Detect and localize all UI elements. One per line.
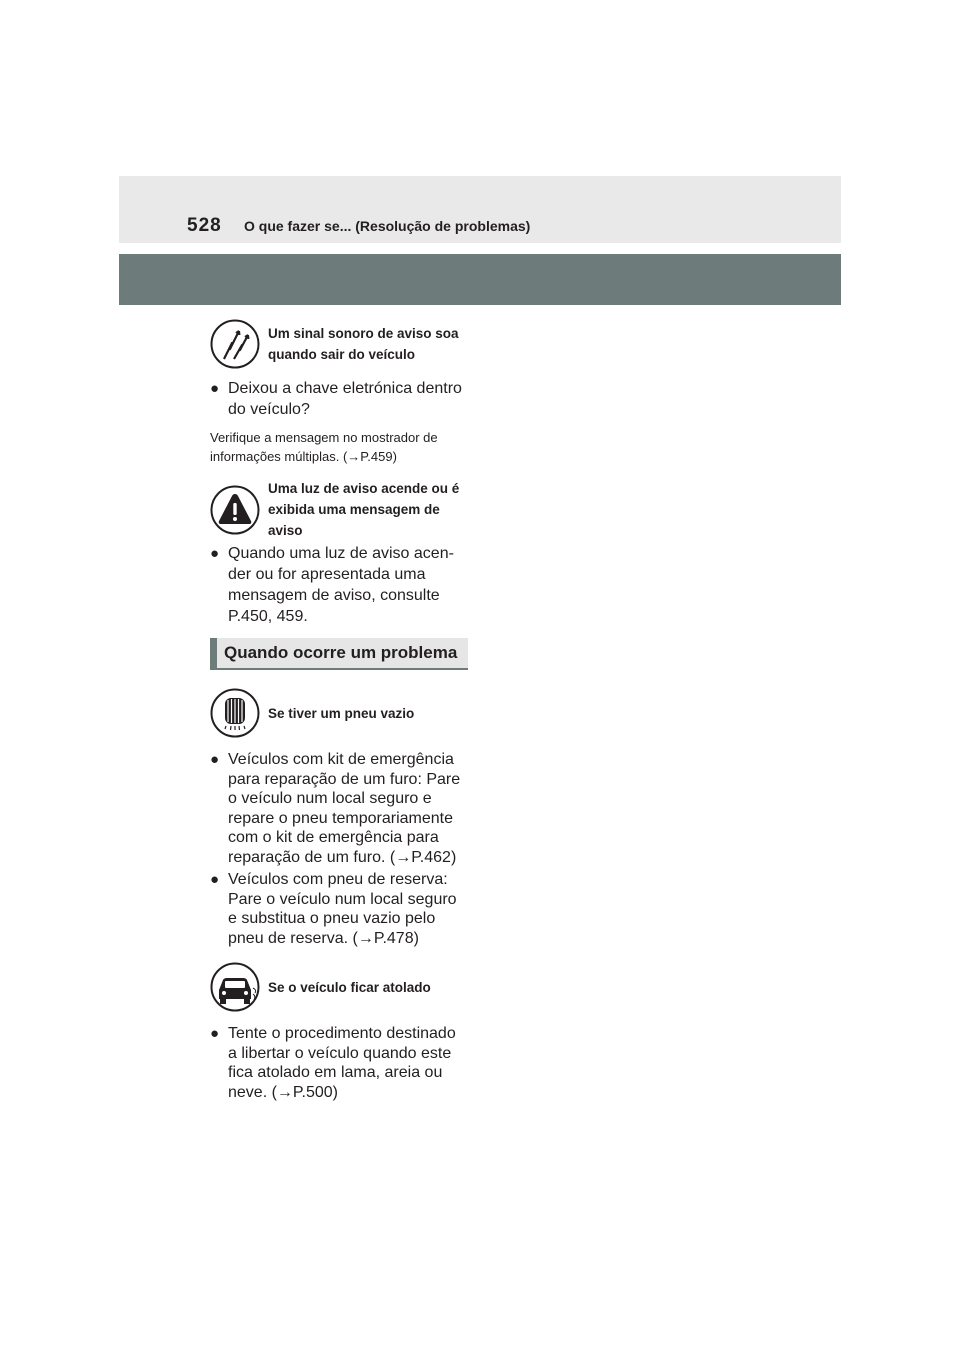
note-line: Verifique a mensagem no mostrador de: [210, 430, 438, 445]
bullet-line: e substitua o pneu vazio pelo: [228, 910, 436, 927]
warning-label-line1: Uma luz de aviso acende ou é: [268, 481, 460, 496]
buzzer-label-line1: Um sinal sonoro de aviso soa: [268, 326, 459, 341]
warning-buzzer-icon: [210, 319, 260, 369]
stuck-vehicle-label: Se o veículo ficar atolado: [268, 979, 431, 995]
bullet-line: Veículos com kit de emergência: [228, 751, 454, 768]
section-heading: [210, 638, 468, 670]
chapter-title: O que fazer se... (Resolução de problemas): [244, 218, 531, 234]
stuck-vehicle-item: [210, 962, 480, 1012]
bullet-dot: ●: [210, 871, 220, 888]
bullet-line: o veículo num local seguro e: [228, 790, 432, 807]
bullet-line: repare o pneu temporariamente: [228, 809, 454, 827]
buzzer-item: [210, 319, 480, 369]
bullet-line: pneu de reserva. (→P.478): [228, 929, 419, 947]
bullet-line: P.450, 459.: [228, 608, 308, 625]
bullet-line: reparação de um furo. (→P.462): [228, 848, 457, 866]
note-line: informações múltiplas. (→P.459): [210, 449, 397, 464]
bullet-line: Deixou a chave eletrónica dentro: [228, 380, 462, 397]
flat-tire-item: [210, 688, 480, 738]
buzzer-note: [210, 428, 480, 466]
flat-tire-bullet-kit: [210, 750, 475, 867]
warning-light-label: [268, 478, 459, 541]
buzzer-label: [268, 323, 459, 365]
flat-tire-bullet-spare: [210, 870, 475, 948]
bullet-line: Tente o procedimento destinado: [228, 1025, 456, 1042]
bullet-line: Veículos com pneu de reserva:: [228, 871, 448, 888]
bullet-line: com o kit de emergência para: [228, 829, 439, 846]
bullet-dot: ●: [210, 751, 220, 768]
bullet-line: Pare o veículo num local seguro: [228, 890, 457, 908]
bullet-line: neve. (→P.500): [228, 1083, 338, 1101]
bullet-line: mensagem de aviso, consulte: [228, 587, 440, 604]
section-heading-text: Quando ocorre um problema: [224, 643, 458, 662]
bullet-dot: ●: [210, 380, 220, 397]
stuck-vehicle-icon: [210, 962, 260, 1012]
bullet-line: Quando uma luz de aviso acen-: [228, 545, 454, 562]
warning-label-line2: exibida uma mensagem de: [268, 502, 440, 517]
bullet-line: fica atolado em lama, areia ou: [228, 1064, 443, 1081]
warning-label-line3: aviso: [268, 523, 303, 538]
buzzer-label-line2: quando sair do veículo: [268, 347, 416, 362]
stuck-vehicle-bullet: [210, 1024, 475, 1102]
bullet-dot: ●: [210, 545, 220, 562]
page-number: 528: [187, 215, 222, 236]
bullet-line: do veículo?: [228, 401, 310, 418]
buzzer-bullet: [210, 378, 475, 420]
flat-tire-icon: [210, 688, 260, 738]
warning-bullet: [210, 543, 475, 627]
bullet-line: der ou for apresentada uma: [228, 566, 426, 583]
section-band: [119, 254, 841, 305]
flat-tire-label: Se tiver um pneu vazio: [268, 705, 415, 721]
warning-light-item: [210, 478, 480, 541]
warning-triangle-icon: [210, 485, 260, 535]
bullet-dot: ●: [210, 1025, 220, 1042]
bullet-line: para reparação de um furo: Pare: [228, 770, 461, 788]
bullet-line: a libertar o veículo quando este: [228, 1044, 452, 1062]
